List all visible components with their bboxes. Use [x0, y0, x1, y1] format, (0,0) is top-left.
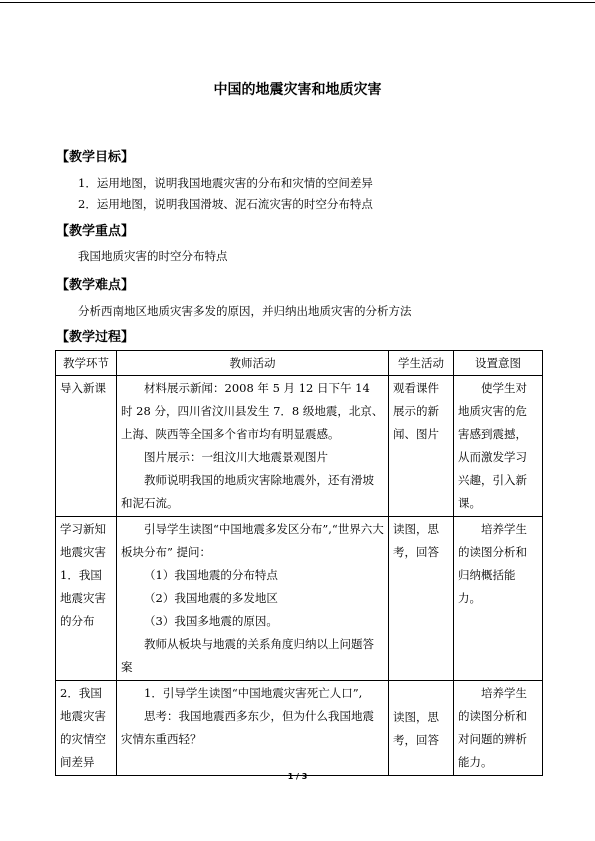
teaching-process-table	[55, 350, 543, 776]
teacher-activity-paragraph: 思考：我国地震西多东少，但为什么我国地震灾情东重西轻？	[121, 709, 374, 746]
objective-item-1: 1．运用地图，说明我国地震灾害的分布和灾情的空间差异	[78, 176, 373, 190]
intent-cell	[454, 681, 543, 776]
teacher-activity-cell	[117, 376, 389, 517]
key-points-text: 我国地质灾害的时空分布特点	[78, 249, 228, 263]
document-title: 中国的地震灾害和地质灾害	[213, 82, 382, 98]
objective-item-2: 2．运用地图，说明我国滑坡、泥石流灾害的时空分布特点	[78, 197, 373, 211]
student-activity-cell: 观看课件展示的新闻、图片	[389, 376, 454, 517]
stage-cell: 学习新知地震灾害 1．我国地震灾害的分布	[56, 517, 117, 681]
student-activity-cell: 读图，思考，回答	[389, 517, 454, 681]
stage-cell: 导入新课	[56, 376, 117, 517]
teacher-activity-paragraph: （3）我国多地震的原因。	[144, 614, 278, 628]
table-row	[56, 376, 543, 517]
column-header-intent: 设置意图	[454, 351, 543, 376]
table-row	[56, 517, 543, 681]
intent-text: 培养学生的读图分析和对问题的辨析能力。	[458, 686, 527, 769]
column-header-student: 学生活动	[389, 351, 454, 376]
teacher-activity-paragraph: 图片展示：一组汶川大地震景观图片	[144, 450, 328, 464]
teacher-activity-cell	[117, 517, 389, 681]
header-rule	[0, 2, 595, 3]
intent-text: 培养学生的读图分析和归纳概括能力。	[458, 522, 527, 605]
teacher-activity-paragraph: 材料展示新闻：2008 年 5 月 12 日下午 14 时 28 分，四川省汶川县发生 7．8 级地震，北京、上海、陕西等全国多个省市均有明显震感。	[121, 381, 384, 441]
page-number: 1 / 3	[287, 772, 308, 781]
student-activity-text: 读图，思考，回答	[393, 710, 439, 747]
intent-text: 使学生对地质灾害的危害感到震撼，从而激发学习兴趣，引入新课。	[458, 381, 527, 510]
intent-cell	[454, 517, 543, 681]
teacher-activity-paragraph: （2）我国地震的多发地区	[144, 591, 278, 605]
table-row	[56, 681, 543, 776]
column-header-stage: 教学环节	[56, 351, 117, 376]
column-header-teacher: 教师活动	[117, 351, 389, 376]
objectives-heading: 【教学目标】	[56, 150, 135, 165]
teacher-activity-cell	[117, 681, 389, 776]
stage-cell: 2．我国地震灾害的灾情空间差异	[56, 681, 117, 776]
key-points-heading: 【教学重点】	[56, 224, 135, 239]
teacher-activity-paragraph: （1）我国地震的分布特点	[144, 568, 278, 582]
student-activity-cell	[389, 681, 454, 776]
table-header-row	[56, 351, 543, 376]
difficulties-text: 分析西南地区地质灾害多发的原因，并归纳出地质灾害的分析方法	[78, 304, 412, 318]
teacher-activity-paragraph: 教师从板块与地震的关系角度归纳以上问题答案	[121, 637, 374, 674]
teacher-activity-paragraph: 教师说明我国的地质灾害除地震外，还有滑坡和泥石流。	[121, 473, 374, 510]
teacher-activity-paragraph: 1．引导学生读图“中国地震灾害死亡人口”,	[144, 686, 363, 700]
teacher-activity-paragraph: 引导学生读图“中国地震多发区分布”,“世界六大板块分布” 提问：	[121, 522, 384, 559]
difficulties-heading: 【教学难点】	[56, 278, 135, 293]
intent-cell	[454, 376, 543, 517]
process-heading: 【教学过程】	[56, 330, 135, 345]
